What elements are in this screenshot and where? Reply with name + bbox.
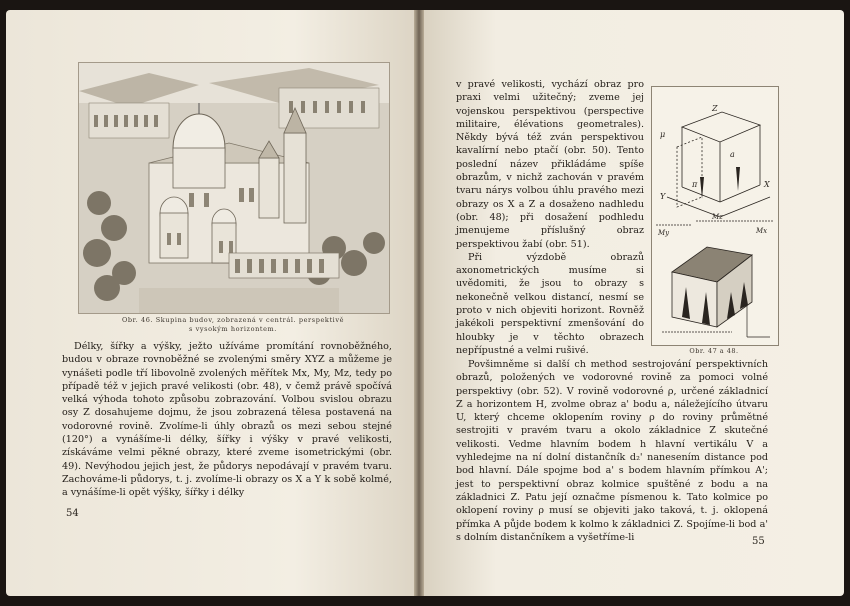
right-paragraph: Povšimněme si další ch method sestrojování perspektivních obrazů, položených ve vodorovné rovině za pomoci volné perspektivy (obr. 52). V rovině vodorovné ρ, určené základnicí Z a horizontem H, zvolme obraz a' bodu a, náležejícího útvaru U, který chceme oklopením roviny ρ do roviny průmětné sestrojiti v pravém tvaru a okolo základnice Z skutečné velikosti. Vedme hlavním bodem h hlavní vertikálu V a vyhledejme na ní dolní distančník d₂' nanesením distance pod bod hlavní. Dále spojme bod a' s bodem hlavním přímkou A'; jest to perspektivní obraz kolmice spuštěné z bodu a na základnici Z. Patu její označme písmenou k. Tato kolmice po oklopení roviny ρ musí se objeviti jako taková, t. j. oklopená přímka A půjde bodem k kolmo k základnici Z. Spojíme-li bod a' s dolním distančníkem a vyšetříme-li bbox=[456, 359, 768, 543]
caption-line-1: Obr. 46. Skupina budov, zobrazená v centrál. perspektivě bbox=[121, 316, 345, 324]
right-body-text bbox=[456, 358, 768, 544]
figure-caption bbox=[78, 316, 388, 334]
right-column-paragraph-2: Při výzdobě obrazů axonometrických musíme si uvědomiti, že jsou to obrazy s nekonečně velkou distancí, nesmí se proto v nich objeviti horizont. Rovněž jakékoli perspektivní zmenšování do hloubky je v těchto obrazech nepřípustné a velmi rušivé. bbox=[456, 251, 644, 356]
label-x: X bbox=[764, 180, 770, 189]
left-body-text bbox=[62, 340, 392, 500]
page-number-right: 55 bbox=[752, 536, 765, 547]
label-pi: π bbox=[692, 180, 698, 189]
label-my: My bbox=[658, 229, 670, 237]
label-z: Z bbox=[712, 104, 718, 113]
page-number-left: 54 bbox=[66, 508, 79, 519]
label-y: Y bbox=[660, 192, 666, 201]
right-column-paragraph-1: v pravé velikosti, vychází obraz pro praxi velmi užitečný; zveme jej vojenskou perspektivou (perspective militaire, élévations geometrales). Někdy bývá též zván perspektivou kavalírní nebo ptačí (obr. 50). Tento poslední název přikládáme spíše obrazům, v nichž zachován v pravém tvaru nárys volbou úhlu pravého mezi obrazy os X a Z a dosaženo nadhledu (obr. 48); při dosažení podhledu jmenujeme příslušný obraz perspektivou žabí (obr. 51). bbox=[456, 79, 644, 250]
label-a: a bbox=[730, 150, 735, 159]
right-column-text bbox=[456, 78, 644, 357]
label-mz: Mz bbox=[712, 213, 723, 221]
caption-line-2: s vysokým horizontem. bbox=[189, 325, 277, 333]
axonometric-diagram bbox=[651, 86, 779, 346]
diagram-caption: Obr. 47 a 48. bbox=[689, 347, 739, 355]
building-illustration bbox=[78, 62, 390, 314]
label-mu: μ bbox=[660, 130, 666, 139]
left-paragraph: Délky, šířky a výšky, ježto užíváme promítání rovnoběžného, budou v obraze rovnoběžné se zvolenými směry XYZ a můžeme je vynášeti podle tří libovolně zvolených měřítek Mx, My, Mz, tedy po případě též v jejich pravé velikosti (obr. 48), v čemž právě spočívá velká výhoda tohoto způsobu zobrazování. Volbou svislou obrazu osy Z dosahujeme dojmu, že jsou zobrazená tělesa postavená na vodorovné rovině. Zvolíme-li úhly obrazů os mezi sebou stejné (120°) a vynášíme-li délky, šířky i výšky v pravé velikosti, získáváme velmi pěkné obrazy, které zveme isometrickými (obr. 49). Nevýhodou jejich jest, že půdorys nepodávají v pravém tvaru. Zachováme-li půdorys, t. j. zvolíme-li obrazy os X a Y k sobě kolmé, a vynášíme-li opět výšky, šířky i délky bbox=[62, 341, 392, 499]
book-gutter bbox=[414, 10, 424, 596]
label-mx: Mx bbox=[756, 227, 768, 235]
